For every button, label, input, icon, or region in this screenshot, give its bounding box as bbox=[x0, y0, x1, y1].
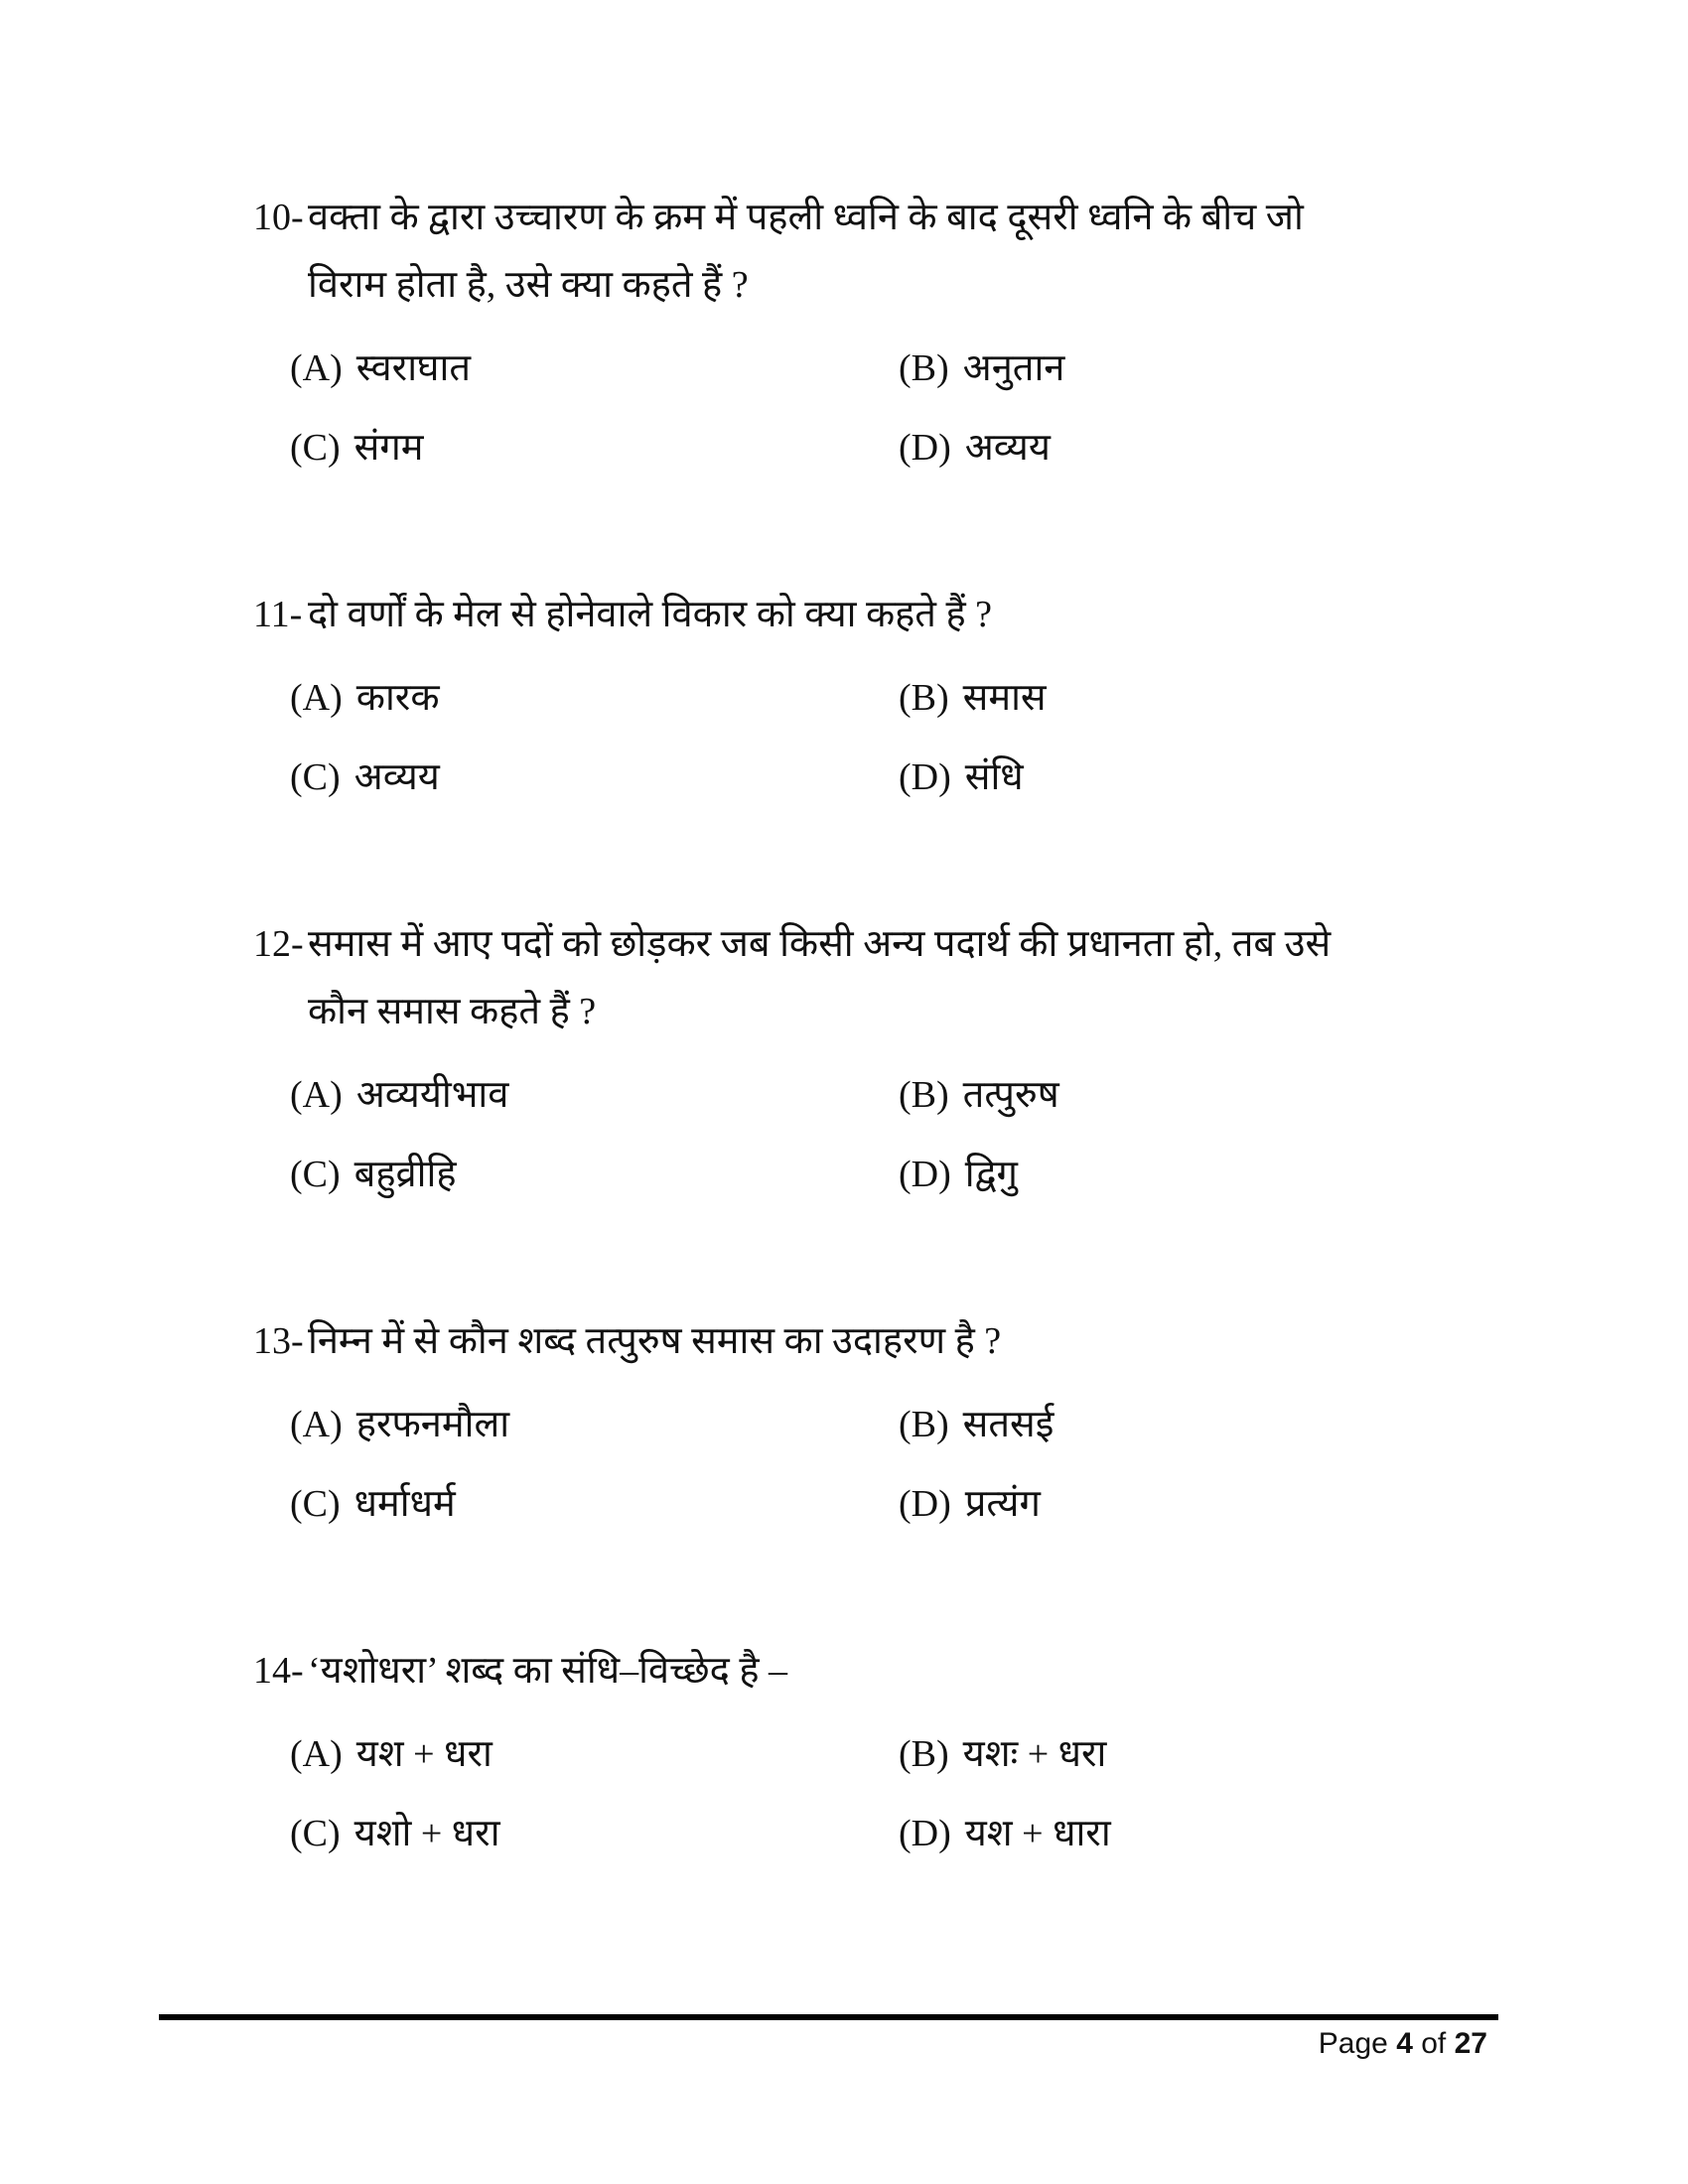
option-b bbox=[899, 664, 1529, 732]
option-d bbox=[899, 1470, 1529, 1538]
option-text: संगम bbox=[353, 427, 424, 469]
question-11 bbox=[253, 581, 1529, 811]
option-b bbox=[899, 1391, 1529, 1458]
option-label: (D) bbox=[899, 427, 951, 469]
option-c bbox=[290, 744, 899, 811]
option-a bbox=[290, 1061, 899, 1129]
option-label: (B) bbox=[899, 677, 949, 719]
footer-word-page: Page bbox=[1318, 2027, 1388, 2060]
question-line bbox=[253, 581, 1529, 648]
option-label: (A) bbox=[290, 1404, 343, 1445]
option-text: स्वराघात bbox=[355, 347, 472, 389]
option-label: (D) bbox=[899, 1813, 951, 1854]
option-a bbox=[290, 1391, 899, 1458]
question-number: 12- bbox=[253, 923, 304, 965]
option-label: (B) bbox=[899, 1733, 949, 1775]
question-13 bbox=[253, 1307, 1529, 1538]
question-number: 13- bbox=[253, 1320, 304, 1362]
question-line bbox=[253, 910, 1529, 1045]
option-label: (B) bbox=[899, 1074, 949, 1116]
page-number-footer bbox=[1319, 2027, 1487, 2061]
question-number: 10- bbox=[253, 197, 304, 238]
question-text: समास में आए पदों को छोड़कर जब किसी अन्य पदार्थ की प्रधानता हो, तब उसे कौन समास कहते हैं ? bbox=[308, 923, 1332, 1032]
option-c bbox=[290, 1470, 899, 1538]
option-label: (A) bbox=[290, 347, 343, 389]
footer-divider bbox=[159, 2014, 1498, 2020]
option-label: (A) bbox=[290, 1074, 343, 1116]
option-text: बहुव्रीहि bbox=[353, 1154, 457, 1195]
option-label: (C) bbox=[290, 1813, 341, 1854]
option-text: कारक bbox=[355, 677, 440, 719]
option-text: अनुतान bbox=[962, 347, 1065, 389]
option-d bbox=[899, 414, 1529, 481]
question-10 bbox=[253, 184, 1529, 481]
option-text: तत्पुरुष bbox=[962, 1074, 1059, 1116]
question-text: निम्न में से कौन शब्द तत्पुरुष समास का उदाहरण है ? bbox=[308, 1320, 1002, 1362]
option-text: समास bbox=[962, 677, 1047, 719]
option-label: (D) bbox=[899, 1483, 951, 1525]
option-a bbox=[290, 335, 899, 402]
question-line bbox=[253, 1637, 1529, 1705]
option-label: (A) bbox=[290, 1733, 343, 1775]
question-line bbox=[253, 1307, 1529, 1375]
option-text: हरफनमौला bbox=[355, 1404, 510, 1445]
question-14 bbox=[253, 1637, 1529, 1867]
option-text: यशो + धरा bbox=[353, 1813, 500, 1854]
option-label: (D) bbox=[899, 756, 951, 798]
option-text: यश + धरा bbox=[355, 1733, 492, 1775]
question-text: दो वर्णों के मेल से होनेवाले विकार को क्या कहते हैं ? bbox=[308, 594, 993, 635]
option-c bbox=[290, 414, 899, 481]
options-grid bbox=[290, 664, 1529, 811]
option-b bbox=[899, 1061, 1529, 1129]
option-text: यशः + धरा bbox=[962, 1733, 1107, 1775]
options-grid bbox=[290, 1720, 1529, 1867]
option-text: द्विगु bbox=[964, 1154, 1018, 1195]
option-b bbox=[899, 335, 1529, 402]
question-number: 11- bbox=[253, 594, 303, 635]
option-text: अव्ययीभाव bbox=[355, 1074, 509, 1116]
option-text: अव्यय bbox=[353, 756, 440, 798]
option-d bbox=[899, 744, 1529, 811]
options-grid bbox=[290, 1061, 1529, 1208]
option-label: (C) bbox=[290, 1154, 341, 1195]
option-text: प्रत्यंग bbox=[964, 1483, 1041, 1525]
option-label: (C) bbox=[290, 756, 341, 798]
option-label: (C) bbox=[290, 1483, 341, 1525]
footer-word-of: of bbox=[1421, 2027, 1447, 2060]
options-grid bbox=[290, 1391, 1529, 1538]
option-b bbox=[899, 1720, 1529, 1788]
question-line bbox=[253, 184, 1529, 319]
question-12 bbox=[253, 910, 1529, 1208]
option-label: (D) bbox=[899, 1154, 951, 1195]
option-text: अव्यय bbox=[964, 427, 1051, 469]
option-text: सतसई bbox=[962, 1404, 1055, 1445]
option-label: (A) bbox=[290, 677, 343, 719]
option-text: यश + धारा bbox=[964, 1813, 1111, 1854]
question-number: 14- bbox=[253, 1650, 304, 1692]
option-c bbox=[290, 1141, 899, 1208]
options-grid bbox=[290, 335, 1529, 481]
option-a bbox=[290, 664, 899, 732]
option-a bbox=[290, 1720, 899, 1788]
option-d bbox=[899, 1141, 1529, 1208]
option-label: (C) bbox=[290, 427, 341, 469]
option-text: धर्माधर्म bbox=[353, 1483, 456, 1525]
footer-total-pages: 27 bbox=[1454, 2027, 1487, 2060]
option-label: (B) bbox=[899, 347, 949, 389]
option-d bbox=[899, 1800, 1529, 1867]
footer-page-number: 4 bbox=[1396, 2027, 1413, 2060]
question-text: वक्ता के द्वारा उच्चारण के क्रम में पहली ध्वनि के बाद दूसरी ध्वनि के बीच जो विराम होता है, उसे क्या कहते हैं ? bbox=[308, 197, 1304, 306]
option-label: (B) bbox=[899, 1404, 949, 1445]
option-c bbox=[290, 1800, 899, 1867]
option-text: संधि bbox=[964, 756, 1024, 798]
question-text: ‘यशोधरा’ शब्द का संधि–विच्छेद है – bbox=[308, 1650, 788, 1692]
